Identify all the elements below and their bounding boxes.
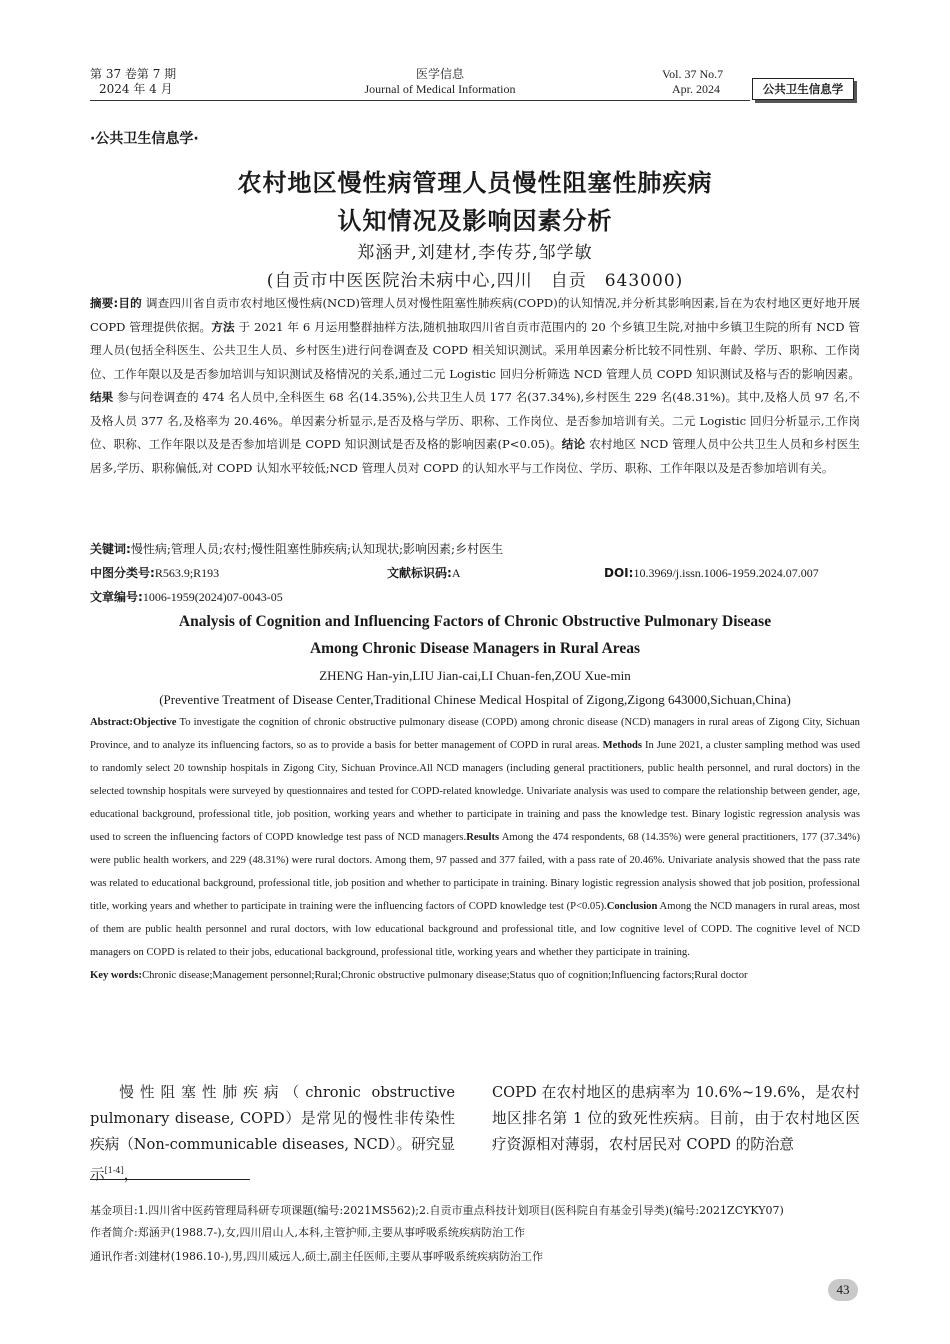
doi: [604, 564, 819, 582]
title-cn-line2: 认知情况及影响因素分析: [337, 207, 613, 235]
column-badge: 公共卫生信息学: [752, 78, 854, 100]
title-cn-line1: 农村地区慢性病管理人员慢性阻塞性肺疾病: [237, 169, 713, 197]
conclusion-text: 农村地区 NCD 管理人员中公共卫生人员和乡村医生居多,学历、职称偏低,对 COPD 认知水平较低;NCD 管理人员对 COPD 的认知水平与工作岗位、学历、职称、工作年限以及是否参加培训有关。: [90, 437, 860, 475]
body-left-text: 慢性阻塞性肺疾病（chronic obstructive pulmonary disease, COPD）是常见的慢性非传染性疾病（Non-communicable diseases, NCD）。研究显示: [90, 1084, 455, 1183]
article-number-label: 文章编号:: [90, 590, 143, 604]
results-en-label: Results: [466, 832, 500, 843]
header-journal-en: Journal of Medical Information: [364, 82, 516, 96]
header-volume: 第 37 卷第 7 期: [90, 67, 177, 81]
keywords-en-label: Key words:: [90, 970, 143, 981]
methods-en-label: Methods: [602, 740, 643, 751]
doc-code-label: 文献标识码:: [387, 566, 452, 580]
section-label: ·公共卫生信息学·: [90, 131, 199, 147]
conclusion-label: 结论: [561, 437, 586, 451]
journal-vol-en: [662, 67, 742, 97]
objective-label: 目的: [118, 296, 142, 310]
results-label: 结果: [90, 390, 114, 404]
affiliation-cn: (自贡市中医医院治未病中心,四川 自贡 643000): [266, 271, 684, 291]
classification: [90, 564, 219, 582]
body-left-column: [90, 1080, 455, 1188]
article-number: [90, 588, 283, 606]
keywords-label: 关键词:: [90, 542, 131, 556]
abstract-en-label: Abstract:: [90, 717, 133, 728]
affiliation-en: (Preventive Treatment of Disease Center,Traditional Chinese Medical Hospital of Zigong,Zigong 643000,Sichuan,China): [159, 692, 791, 707]
objective-en-label: Objective: [132, 717, 177, 728]
page-number: 43: [828, 1279, 858, 1301]
authors-cn: 郑涵尹,刘建材,李传芬,邹学敏: [357, 243, 593, 263]
footnote-corresponding: 通讯作者:刘建材(1986.10-),男,四川威远人,硕士,副主任医师,主要从事呼吸系统疾病防治工作: [90, 1250, 543, 1263]
title-en-line2: Among Chronic Disease Managers in Rural Areas: [309, 640, 641, 657]
classification-label: 中图分类号:: [90, 566, 155, 580]
body-right-text: COPD 在农村地区的患病率为 10.6%~19.6%，是农村地区排名第 1 位的致死性疾病。目前，由于农村地区医疗资源相对薄弱，农村居民对 COPD 的防治意: [492, 1084, 860, 1153]
keywords-cn: [90, 540, 860, 558]
journal-name: [340, 67, 540, 97]
objective-en-text: To investigate the cognition of chronic obstructive pulmonary disease (COPD) among chronic disease (NCD) managers in rural areas of Zigong City, Sichuan Province, and to analyze its influencing factors, so as to provide a basis for better management of COPD in rural areas.: [90, 717, 860, 751]
body-left-tail: ，: [123, 1165, 139, 1183]
abstract-en: [90, 711, 860, 987]
doc-code: [387, 564, 460, 582]
doi-value: 10.3969/j.issn.1006-1959.2024.07.007: [633, 566, 819, 580]
results-en-text: Among the 474 respondents, 68 (14.35%) were general practitioners, 177 (37.34%) were public health workers, and 229 (48.31%) were rural doctors. Among them, 97 passed and 377 failed, with a pass rate of 20.46%. Univariate analysis showed that the pass rate was related to educational background, professional title, job position and whether to participate in training. Binary logistic regression analysis showed that job position, professional title, working years and whether to participate in training were the influencing factors of COPD knowledge test (P<0.05).: [90, 832, 860, 912]
footnote-funding: 基金项目:1.四川省中医药管理局科研专项课题(编号:2021MS562);2.自贡市重点科技计划项目(医科院自有基金引导类)(编号:2021ZCYKY07): [90, 1204, 784, 1217]
results-text: 参与问卷调查的 474 名人员中,全科医生 68 名(14.35%),公共卫生人员 177 名(37.34%),乡村医生 229 名(48.31%)。其中,及格人员 97 名,不及格人员 377 名,及格率为 20.46%。单因素分析显示,是否及格与学历、职称、工作岗位、是否参加培训有关。二元 Logistic 回归分析显示,工作岗位、职称、工作年限以及是否参加培训是 COPD 知识测试是否及格的影响因素(P<0.05)。: [90, 390, 860, 451]
abstract-label: 摘要:: [90, 296, 119, 310]
keywords-text: 慢性病;管理人员;农村;慢性阻塞性肺疾病;认知现状;影响因素;乡村医生: [130, 542, 504, 556]
keywords-en-text: Chronic disease;Management personnel;Rural;Chronic obstructive pulmonary disease;Status quo of cognition;Influencing factors;Rural doctor: [142, 970, 748, 981]
footnote-author: 作者简介:郑涵尹(1988.7-),女,四川眉山人,本科,主管护师,主要从事呼吸系统疾病防治工作: [90, 1226, 525, 1239]
authors-en: ZHENG Han-yin,LIU Jian-cai,LI Chuan-fen,ZOU Xue-min: [319, 668, 631, 683]
title-en-line1: Analysis of Cognition and Influencing Factors of Chronic Obstructive Pulmonary Disease: [178, 613, 772, 630]
methods-en-text: In June 2021, a cluster sampling method was used to randomly select 20 township hospitals in Zigong City, Sichuan Province.All NCD managers (including general practitioners, public health personnel, and rural doctors) in the selected township hospitals were surveyed by questionnaires and tested for COPD-related knowledge. Univariate analysis was used to compare the relationship between gender, age, educational background, professional title, job position, working years and whether to participate in training and pass the knowledge test. Binary logistic regression analysis was used to screen the influencing factors of COPD knowledge test pass of NCD managers.: [90, 740, 860, 843]
classification-value: R563.9;R193: [154, 566, 220, 580]
header-date-en: Apr. 2024: [672, 82, 720, 96]
methods-label: 方法: [211, 319, 235, 334]
footnote-rule: [90, 1179, 250, 1180]
conclusion-en-label: Conclusion: [606, 901, 658, 912]
journal-volume: [90, 67, 176, 97]
doi-label: DOI:: [604, 566, 634, 580]
header-journal-cn: 医学信息: [415, 67, 464, 81]
body-right-column: [492, 1080, 860, 1158]
methods-text: 于 2021 年 6 月运用整群抽样方法,随机抽取四川省自贡市范围内的 20 个乡镇卫生院,对抽中乡镇卫生院的所有 NCD 管理人员(包括全科医生、公共卫生人员、乡村医生)进行问卷调查及 COPD 相关知识测试。采用单因素分析比较不同性别、年龄、学历、职称、工作岗位、工作年限以及是否参加培训与知识测试及格情况的关系,通过二元 Logistic 回归分析筛选 NCD 管理人员 COPD 知识测试及格与否的影响因素。: [90, 319, 860, 381]
conclusion-en-text: Among the NCD managers in rural areas, most of them are public health personnel and rural doctors, with low educational background and professional title, and low cognitive level of COPD. The cognitive level of NCD managers on COPD is related to their jobs, educational background, professional title, working years and whether they participate in training.: [90, 901, 860, 958]
abstract-cn: [90, 292, 860, 480]
header-rule: [90, 100, 750, 101]
article-number-value: 1006-1959(2024)07-0043-05: [142, 590, 283, 604]
body-left-ref: [1-4]: [104, 1166, 124, 1175]
objective-text: 调查四川省自贡市农村地区慢性病(NCD)管理人员对慢性阻塞性肺疾病(COPD)的认知情况,并分析其影响因素,旨在为农村地区更好地开展 COPD 管理提供依据。: [90, 296, 860, 334]
header-vol-en: Vol. 37 No.7: [662, 67, 724, 81]
doc-code-value: A: [451, 566, 461, 580]
header-date: 2024 年 4 月: [99, 82, 173, 96]
